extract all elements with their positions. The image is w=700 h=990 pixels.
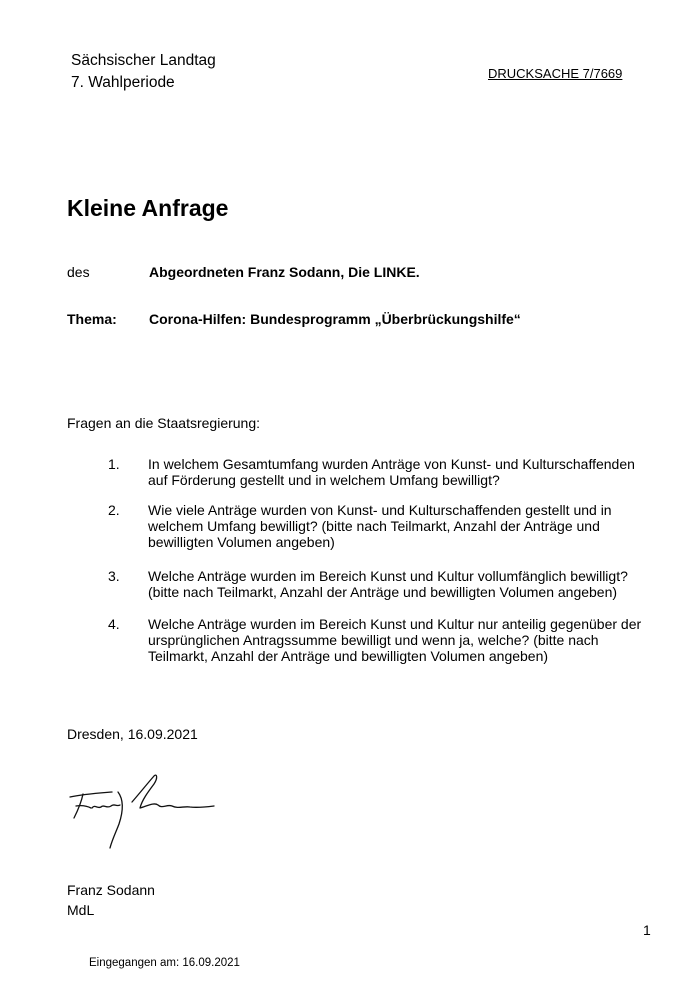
page-number: 1 xyxy=(643,922,651,938)
place-date: Dresden, 16.09.2021 xyxy=(67,726,198,742)
question-text: Welche Anträge wurden im Bereich Kunst und Kultur vollumfänglich bewilligt? (bitte nach Teilmarkt, Anzahl der Anträge und bewilligten Volumen angeben) xyxy=(148,568,628,600)
question-text: In welchem Gesamtumfang wurden Anträge von Kunst- und Kulturschaffenden auf Förderung gestellt und in welchem Umfang bewilligt? xyxy=(148,456,635,488)
page-title: Kleine Anfrage xyxy=(67,195,229,221)
received-date: Eingegangen am: 16.09.2021 xyxy=(89,957,240,969)
topic-text: Corona-Hilfen: Bundesprogramm „Überbrückungshilfe“ xyxy=(149,311,521,327)
legislative-period: 7. Wahlperiode xyxy=(71,74,175,91)
questions-intro: Fragen an die Staatsregierung: xyxy=(67,415,261,431)
document-number: DRUCKSACHE 7/7669 xyxy=(488,66,623,81)
institution-name: Sächsischer Landtag xyxy=(71,52,216,69)
des-label: des xyxy=(67,264,90,280)
signatory-role: MdL xyxy=(67,902,95,918)
question-text: Welche Anträge wurden im Bereich Kunst und Kultur nur anteilig gegenüber der ursprünglichen Antragssumme bewilligt und wenn ja, welche? (bitte nach Teilmarkt, Anzahl der Anträge und bewilligten Volumen angeben) xyxy=(148,616,642,664)
signatory-name: Franz Sodann xyxy=(67,882,155,898)
topic-label: Thema: xyxy=(67,311,117,327)
handwritten-signature xyxy=(62,770,222,855)
question-number: 4. xyxy=(108,616,120,632)
question-number: 3. xyxy=(108,568,120,584)
author-line: Abgeordneten Franz Sodann, Die LINKE. xyxy=(149,264,420,280)
question-number: 1. xyxy=(108,456,120,472)
question-number: 2. xyxy=(108,502,120,518)
question-text: Wie viele Anträge wurden von Kunst- und Kulturschaffenden gestellt und in welchem Umfang bewilligt? (bitte nach Teilmarkt, Anzahl der Anträge und bewilligten Volumen angeben) xyxy=(148,502,612,550)
